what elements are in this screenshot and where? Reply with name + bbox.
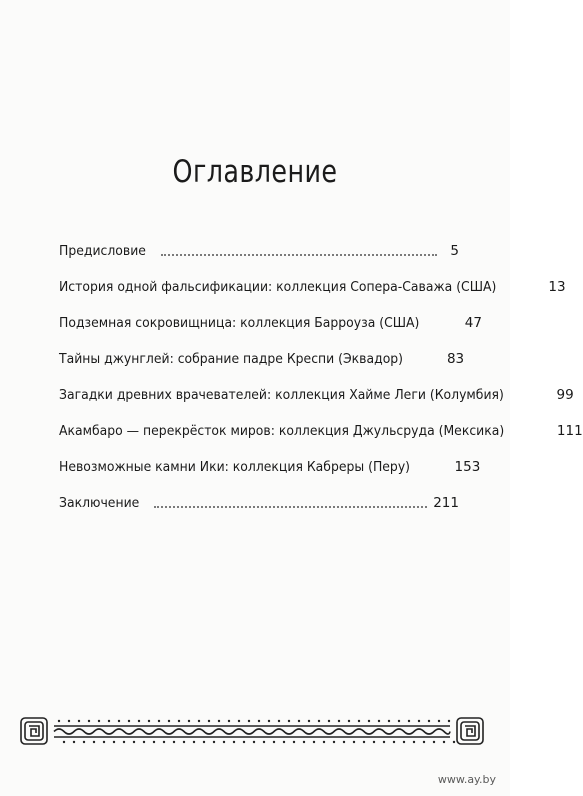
band-dot [293, 741, 295, 743]
band-dot [128, 720, 130, 722]
band-dot [438, 720, 440, 722]
toc-entry-page: 13 [548, 279, 566, 295]
band-dot [148, 720, 150, 722]
toc-entry-title: Предисловие [59, 243, 146, 259]
toc-entry-title: Подземная сокровищница: коллекция Барроуза (США) [59, 315, 420, 331]
toc-entry [59, 488, 459, 512]
band-dot [193, 741, 195, 743]
band-dot [103, 741, 105, 743]
band-dot [373, 741, 375, 743]
toc-entry-page: 83 [446, 351, 465, 367]
toc-entry-page: 47 [464, 315, 482, 331]
band-dot [408, 720, 410, 722]
band-dot [273, 741, 275, 743]
band-dot [198, 720, 200, 722]
band-dot [413, 741, 415, 743]
toc-entry [59, 416, 583, 440]
band-dot [363, 741, 365, 743]
band-dot [223, 741, 225, 743]
band-dot [253, 741, 255, 743]
band-dot [288, 720, 290, 722]
band-dot [433, 741, 435, 743]
band-dot [318, 720, 320, 722]
toc-entry [59, 452, 481, 476]
toc-entry [59, 272, 566, 296]
band-dot [358, 720, 360, 722]
band-dot [123, 741, 125, 743]
band-dot [423, 741, 425, 743]
band-dot [138, 720, 140, 722]
band-dot [298, 720, 300, 722]
band-dot [243, 741, 245, 743]
dot-leader [161, 254, 437, 256]
band-dot [78, 720, 80, 722]
band-dot [163, 741, 165, 743]
band-dot [338, 720, 340, 722]
band-dot [213, 741, 215, 743]
band-dot [108, 720, 110, 722]
band-dot [393, 741, 395, 743]
band-dot [153, 741, 155, 743]
band-dot [58, 720, 60, 722]
band-dot [383, 741, 385, 743]
band-dot [308, 720, 310, 722]
toc-entry [59, 308, 482, 332]
toc-entry-page: 99 [556, 387, 574, 403]
page-title: Оглавление [172, 154, 338, 190]
band-dot [83, 741, 85, 743]
band-dot [303, 741, 305, 743]
spiral-square-icon [21, 718, 47, 744]
toc-entry-title: Тайны джунглей: собрание падре Креспи (Эквадор) [59, 351, 404, 367]
band-dot [183, 741, 185, 743]
band-dot [388, 720, 390, 722]
band-dot [233, 741, 235, 743]
band-dot [248, 720, 250, 722]
band-dot [353, 741, 355, 743]
watermark: www.ay.by [437, 773, 496, 786]
band-dot [333, 741, 335, 743]
band-dot [113, 741, 115, 743]
band-dot [203, 741, 205, 743]
band-dot [63, 741, 65, 743]
band-dot [418, 720, 420, 722]
band-dot [218, 720, 220, 722]
spiral-square-icon [457, 718, 483, 744]
wave-dots-band [54, 726, 450, 737]
band-dot [118, 720, 120, 722]
band-dot [173, 741, 175, 743]
toc-entry-title: Невозможные камни Ики: коллекция Кабреры (Перу) [59, 459, 411, 475]
band-dots [58, 720, 455, 743]
band-dot [133, 741, 135, 743]
toc-entry-title: Заключение [59, 495, 140, 511]
band-dot [378, 720, 380, 722]
band-dot [368, 720, 370, 722]
toc-entry-page: 111 [556, 423, 583, 439]
ornamental-border [20, 712, 490, 752]
band-dot [73, 741, 75, 743]
band-dot [403, 741, 405, 743]
band-dot [443, 741, 445, 743]
band-dot [188, 720, 190, 722]
toc-entry [59, 380, 574, 404]
band-dot [68, 720, 70, 722]
toc-entry-page: 153 [454, 459, 481, 475]
band-dot [258, 720, 260, 722]
band-dot [238, 720, 240, 722]
band-dot [398, 720, 400, 722]
toc-entry-title: Акамбаро — перекрёсток миров: коллекция Джульсруда (Мексика) [59, 423, 505, 439]
band-dot [313, 741, 315, 743]
band-dot [328, 720, 330, 722]
band-dot [93, 741, 95, 743]
toc-entry-page: 5 [450, 243, 459, 259]
toc-entry-page: 211 [433, 495, 459, 511]
band-dot [158, 720, 160, 722]
band-dot [453, 741, 455, 743]
band-dot [323, 741, 325, 743]
band-dot [428, 720, 430, 722]
band-dot [143, 741, 145, 743]
band-dot [98, 720, 100, 722]
toc-entry [59, 344, 465, 368]
toc-entry-title: Загадки древних врачевателей: коллекция Хайме Леги (Колумбия) [59, 387, 504, 403]
band-dot [263, 741, 265, 743]
band-dot [283, 741, 285, 743]
band-dot [448, 720, 450, 722]
band-dot [348, 720, 350, 722]
dot-leader [154, 506, 427, 508]
band-dot [88, 720, 90, 722]
band-dot [228, 720, 230, 722]
band-dot [268, 720, 270, 722]
band-dot [343, 741, 345, 743]
band-dot [178, 720, 180, 722]
band-dot [208, 720, 210, 722]
toc-entry-title: История одной фальсификации: коллекция Сопера-Саважа (США) [59, 279, 497, 295]
toc-entry [59, 236, 459, 260]
band-dot [168, 720, 170, 722]
band-dot [278, 720, 280, 722]
